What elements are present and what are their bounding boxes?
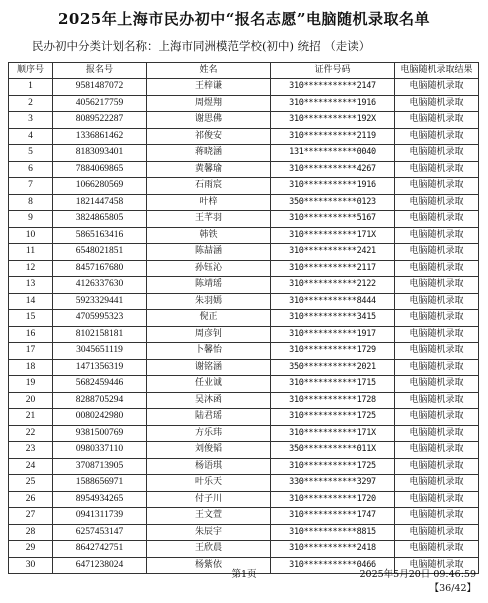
cell-id-no: 310***********1747 <box>271 508 395 525</box>
cell-id-no: 310***********1715 <box>271 376 395 393</box>
cell-reg-no: 7884069865 <box>53 161 147 178</box>
table-row <box>9 79 479 96</box>
cell-id-no: 310***********2418 <box>271 541 395 558</box>
table-header-row <box>9 63 479 79</box>
cell-result: 电脑随机录取 <box>395 475 479 492</box>
cell-name: 谢思佛 <box>147 112 271 129</box>
cell-reg-no: 1588656971 <box>53 475 147 492</box>
cell-name: 王梓谦 <box>147 79 271 96</box>
cell-result: 电脑随机录取 <box>395 491 479 508</box>
cell-reg-no: 9381500769 <box>53 425 147 442</box>
cell-id-no: 310***********192X <box>271 112 395 129</box>
table-row <box>9 128 479 145</box>
cell-name: 王欣晨 <box>147 541 271 558</box>
cell-seq: 18 <box>9 359 53 376</box>
table-row <box>9 376 479 393</box>
cell-result: 电脑随机录取 <box>395 244 479 261</box>
cell-id-no: 310***********1916 <box>271 95 395 112</box>
cell-reg-no: 6548021851 <box>53 244 147 261</box>
cell-seq: 21 <box>9 409 53 426</box>
cell-result: 电脑随机录取 <box>395 442 479 459</box>
table-row <box>9 359 479 376</box>
cell-id-no: 310***********8444 <box>271 293 395 310</box>
cell-seq: 7 <box>9 178 53 195</box>
cell-id-no: 310***********4267 <box>271 161 395 178</box>
cell-name: 任业诚 <box>147 376 271 393</box>
table-body <box>9 79 479 574</box>
cell-seq: 24 <box>9 458 53 475</box>
cell-result: 电脑随机录取 <box>395 211 479 228</box>
cell-name: 付子川 <box>147 491 271 508</box>
table-row <box>9 541 479 558</box>
cell-result: 电脑随机录取 <box>395 541 479 558</box>
cell-name: 黄馨瑜 <box>147 161 271 178</box>
cell-reg-no: 8457167680 <box>53 260 147 277</box>
admission-table <box>8 62 479 574</box>
header-id-no: 证件号码 <box>271 63 395 79</box>
table-row <box>9 343 479 360</box>
cell-id-no: 310***********1729 <box>271 343 395 360</box>
cell-name: 祁俊安 <box>147 128 271 145</box>
cell-seq: 29 <box>9 541 53 558</box>
cell-reg-no: 8102158181 <box>53 326 147 343</box>
cell-reg-no: 6471238024 <box>53 557 147 574</box>
cell-name: 王文萱 <box>147 508 271 525</box>
table-row <box>9 293 479 310</box>
cell-seq: 14 <box>9 293 53 310</box>
cell-reg-no: 4056217759 <box>53 95 147 112</box>
cell-reg-no: 8183093401 <box>53 145 147 162</box>
cell-result: 电脑随机录取 <box>395 161 479 178</box>
table-row <box>9 491 479 508</box>
cell-id-no: 310***********3415 <box>271 310 395 327</box>
cell-seq: 5 <box>9 145 53 162</box>
cell-result: 电脑随机录取 <box>395 112 479 129</box>
cell-name: 朱羽嫣 <box>147 293 271 310</box>
cell-result: 电脑随机录取 <box>395 95 479 112</box>
cell-name: 孙钰沁 <box>147 260 271 277</box>
table-row <box>9 277 479 294</box>
table-row <box>9 161 479 178</box>
cell-id-no: 310***********2119 <box>271 128 395 145</box>
cell-name: 周煜翔 <box>147 95 271 112</box>
cell-id-no: 310***********2117 <box>271 260 395 277</box>
table-row <box>9 112 479 129</box>
cell-seq: 11 <box>9 244 53 261</box>
table-row <box>9 194 479 211</box>
cell-name: 刘俊韬 <box>147 442 271 459</box>
table-row <box>9 524 479 541</box>
cell-seq: 19 <box>9 376 53 393</box>
cell-reg-no: 3045651119 <box>53 343 147 360</box>
cell-reg-no: 8642742751 <box>53 541 147 558</box>
cell-result: 电脑随机录取 <box>395 310 479 327</box>
cell-id-no: 131***********0040 <box>271 145 395 162</box>
cell-reg-no: 5865163416 <box>53 227 147 244</box>
cell-name: 杨紫依 <box>147 557 271 574</box>
cell-seq: 16 <box>9 326 53 343</box>
cell-id-no: 310***********8815 <box>271 524 395 541</box>
table-row <box>9 326 479 343</box>
table-row <box>9 244 479 261</box>
cell-id-no: 310***********1916 <box>271 178 395 195</box>
table-row <box>9 442 479 459</box>
cell-seq: 12 <box>9 260 53 277</box>
cell-result: 电脑随机录取 <box>395 145 479 162</box>
table-row <box>9 409 479 426</box>
table-row <box>9 211 479 228</box>
cell-reg-no: 3824865805 <box>53 211 147 228</box>
table-row <box>9 310 479 327</box>
cell-name: 石雨宸 <box>147 178 271 195</box>
cell-reg-no: 3708713905 <box>53 458 147 475</box>
cell-result: 电脑随机录取 <box>395 343 479 360</box>
cell-seq: 17 <box>9 343 53 360</box>
cell-result: 电脑随机录取 <box>395 508 479 525</box>
cell-name: 杨语琪 <box>147 458 271 475</box>
cell-seq: 28 <box>9 524 53 541</box>
cell-name: 蒋晓涵 <box>147 145 271 162</box>
cell-name: 倪正 <box>147 310 271 327</box>
cell-name: 韩铁 <box>147 227 271 244</box>
header-result: 电脑随机录取结果 <box>395 63 479 79</box>
cell-reg-no: 8954934265 <box>53 491 147 508</box>
cell-seq: 4 <box>9 128 53 145</box>
cell-name: 叶梓 <box>147 194 271 211</box>
cell-reg-no: 4126337630 <box>53 277 147 294</box>
print-timestamp: 2025年5月20日 09:46:59 <box>359 569 476 580</box>
table-row <box>9 475 479 492</box>
header-seq: 顺序号 <box>9 63 53 79</box>
cell-seq: 8 <box>9 194 53 211</box>
cell-reg-no: 1471356319 <box>53 359 147 376</box>
table-row <box>9 508 479 525</box>
cell-result: 电脑随机录取 <box>395 557 479 574</box>
cell-reg-no: 8089522287 <box>53 112 147 129</box>
cell-name: 叶乐天 <box>147 475 271 492</box>
page-title: 2025年上海市民办初中“报名志愿”电脑随机录取名单 <box>57 10 430 28</box>
cell-reg-no: 1336861462 <box>53 128 147 145</box>
cell-result: 电脑随机录取 <box>395 128 479 145</box>
cell-seq: 20 <box>9 392 53 409</box>
cell-reg-no: 9581487072 <box>53 79 147 96</box>
cell-reg-no: 0080242980 <box>53 409 147 426</box>
cell-result: 电脑随机录取 <box>395 425 479 442</box>
cell-seq: 25 <box>9 475 53 492</box>
cell-result: 电脑随机录取 <box>395 524 479 541</box>
cell-id-no: 350***********2021 <box>271 359 395 376</box>
cell-result: 电脑随机录取 <box>395 293 479 310</box>
table-row <box>9 145 479 162</box>
cell-id-no: 310***********171X <box>271 425 395 442</box>
cell-id-no: 310***********1725 <box>271 458 395 475</box>
cell-name: 陈喆涵 <box>147 244 271 261</box>
table-row <box>9 178 479 195</box>
cell-id-no: 310***********2421 <box>271 244 395 261</box>
cell-reg-no: 0980337110 <box>53 442 147 459</box>
cell-reg-no: 8288705294 <box>53 392 147 409</box>
cell-result: 电脑随机录取 <box>395 458 479 475</box>
cell-result: 电脑随机录取 <box>395 277 479 294</box>
cell-result: 电脑随机录取 <box>395 79 479 96</box>
header-name: 姓名 <box>147 63 271 79</box>
cell-reg-no: 1821447458 <box>53 194 147 211</box>
cell-result: 电脑随机录取 <box>395 409 479 426</box>
cell-reg-no: 6257453147 <box>53 524 147 541</box>
cell-name: 谢铭涵 <box>147 359 271 376</box>
cell-seq: 9 <box>9 211 53 228</box>
table-row <box>9 95 479 112</box>
cell-id-no: 350***********011X <box>271 442 395 459</box>
table-row <box>9 392 479 409</box>
cell-result: 电脑随机录取 <box>395 194 479 211</box>
cell-seq: 15 <box>9 310 53 327</box>
cell-seq: 23 <box>9 442 53 459</box>
cell-result: 电脑随机录取 <box>395 326 479 343</box>
cell-id-no: 310***********1720 <box>271 491 395 508</box>
cell-name: 朱辰宇 <box>147 524 271 541</box>
cell-result: 电脑随机录取 <box>395 260 479 277</box>
cell-name: 陈靖瑶 <box>147 277 271 294</box>
cell-id-no: 350***********0123 <box>271 194 395 211</box>
cell-result: 电脑随机录取 <box>395 178 479 195</box>
cell-result: 电脑随机录取 <box>395 359 479 376</box>
cell-result: 电脑随机录取 <box>395 227 479 244</box>
header-reg-no: 报名号 <box>53 63 147 79</box>
page-number: 第1页 <box>231 569 257 580</box>
cell-name: 陆君瑶 <box>147 409 271 426</box>
cell-reg-no: 1066280569 <box>53 178 147 195</box>
plan-name: 民办初中分类计划名称：上海市同洲模范学校(初中) 统招 （走读） <box>32 39 371 53</box>
cell-result: 电脑随机录取 <box>395 376 479 393</box>
cell-id-no: 310***********2122 <box>271 277 395 294</box>
page-counter: 【36/42】 <box>429 583 476 594</box>
cell-seq: 26 <box>9 491 53 508</box>
cell-id-no: 310***********171X <box>271 227 395 244</box>
cell-seq: 13 <box>9 277 53 294</box>
cell-seq: 27 <box>9 508 53 525</box>
cell-id-no: 310***********0466 <box>271 557 395 574</box>
cell-seq: 30 <box>9 557 53 574</box>
cell-name: 王芊羽 <box>147 211 271 228</box>
cell-seq: 22 <box>9 425 53 442</box>
cell-name: 周彦钊 <box>147 326 271 343</box>
table-row <box>9 458 479 475</box>
table-row <box>9 260 479 277</box>
cell-seq: 6 <box>9 161 53 178</box>
cell-id-no: 310***********2147 <box>271 79 395 96</box>
cell-name: 方乐玮 <box>147 425 271 442</box>
cell-seq: 1 <box>9 79 53 96</box>
cell-seq: 10 <box>9 227 53 244</box>
cell-id-no: 310***********5167 <box>271 211 395 228</box>
cell-reg-no: 5682459446 <box>53 376 147 393</box>
cell-reg-no: 5923329441 <box>53 293 147 310</box>
cell-id-no: 310***********1728 <box>271 392 395 409</box>
cell-seq: 2 <box>9 95 53 112</box>
cell-name: 卜馨怡 <box>147 343 271 360</box>
table-row <box>9 425 479 442</box>
cell-seq: 3 <box>9 112 53 129</box>
cell-result: 电脑随机录取 <box>395 392 479 409</box>
cell-id-no: 310***********1725 <box>271 409 395 426</box>
table-row <box>9 227 479 244</box>
cell-name: 吴沐函 <box>147 392 271 409</box>
cell-reg-no: 0941311739 <box>53 508 147 525</box>
cell-reg-no: 4705995323 <box>53 310 147 327</box>
cell-id-no: 330***********3297 <box>271 475 395 492</box>
cell-id-no: 310***********1917 <box>271 326 395 343</box>
